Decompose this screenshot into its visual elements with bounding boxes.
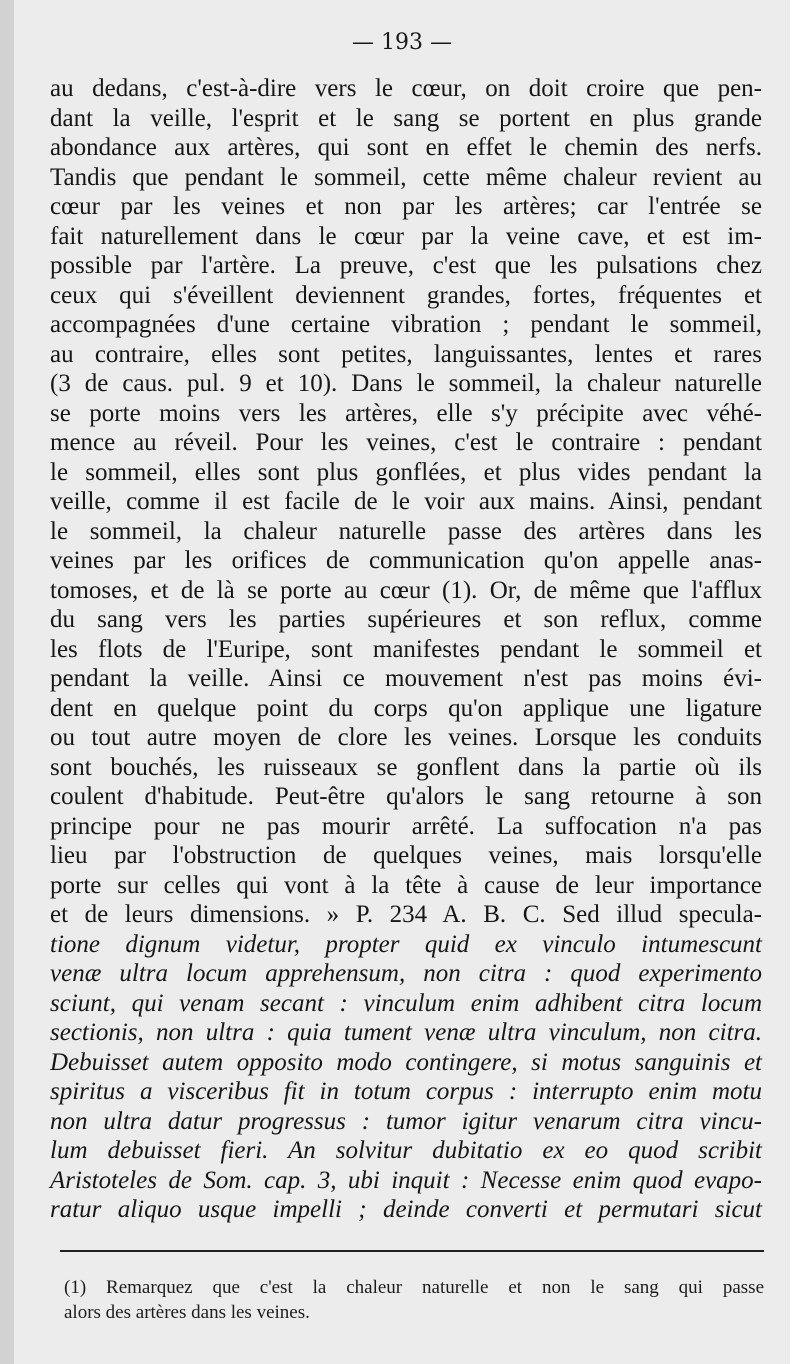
text-line: sont bouchés, les ruisseaux se gonflent dans la partie où ils [50,753,762,781]
text-line: dant la veille, l'esprit et le sang se portent en plus grande [50,104,762,132]
text-line: spiritus a visceribus fit in totum corpus : interrupto enim motu [50,1078,762,1105]
text-line: Tandis que pendant le sommeil, cette même chaleur revient au [50,163,762,191]
footnote-line: alors des artères dans les veines. [64,1302,310,1323]
text-line: ceux qui s'éveillent deviennent grandes, fortes, fréquentes et [50,281,762,309]
footnote-separator [60,1250,764,1252]
footnote [64,1275,764,1325]
text-line: abondance aux artères, qui sont en effet le chemin des nerfs. [50,134,762,161]
text-line: du sang vers les parties supérieures et son reflux, comme [50,606,762,633]
text-line: se porte moins vers les artères, elle s'y précipite avec véhé- [50,399,762,427]
text-line: fait naturellement dans le cœur par la veine cave, et est im- [50,222,762,250]
text-line: lieu par l'obstruction de quelques veines, mais lorsqu'elle [50,842,762,869]
text-line: sciunt, qui venam secant : vinculum enim adhibent citra locum [50,989,762,1017]
text-line: accompagnées d'une certaine vibration ; pendant le sommeil, [50,311,762,338]
text-line: le sommeil, la chaleur naturelle passe des artères dans les [50,517,762,545]
text-line: tomoses, et de là se porte au cœur (1). Or, de même que l'afflux [50,576,762,604]
text-line: possible par l'artère. La preuve, c'est que les pulsations chez [50,252,762,279]
text-line: veines par les orifices de communication qu'on appelle anas- [50,547,762,574]
text-line: principe pour ne pas mourir arrêté. La suffocation n'a pas [50,812,762,840]
text-line: venæ ultra locum apprehensum, non citra : quod experimento [50,960,762,987]
page-number: — 193 — [352,30,452,55]
text-line: non ultra datur progressus : tumor igitur venarum citra vincu- [50,1107,762,1135]
text-line: dent en quelque point du corps qu'on applique une ligature [50,694,762,722]
text-line: ou tout autre moyen de clore les veines. Lorsque les conduits [50,724,762,751]
text-line: sectionis, non ultra : quia tument venæ ultra vinculum, non citra. [50,1019,762,1046]
text-line: tione dignum videtur, propter quid ex vinculo intumescunt [50,930,762,958]
text-line: lum debuisset fieri. An solvitur dubitatio ex eo quod scribit [50,1137,762,1164]
footnote-line: (1) Remarquez que c'est la chaleur naturelle et non le sang qui passe [64,1277,764,1298]
text-line: au contraire, elles sont petites, languissantes, lentes et rares [50,340,762,368]
text-line: porte sur celles qui vont à la tête à cause de leur importance [50,871,762,899]
text-line: coulent d'habitude. Peut-être qu'alors le sang retourne à son [50,783,762,810]
text-line: mence au réveil. Pour les veines, c'est le contraire : pendant [50,429,762,456]
text-line: Aristoteles de Som. cap. 3, ubi inquit : Necesse enim quod evapo- [50,1166,762,1194]
text-line: au dedans, c'est-à-dire vers le cœur, on doit croire que pen- [50,75,762,102]
text-line: cœur par les veines et non par les artères; car l'entrée se [50,193,762,220]
text-line: le sommeil, elles sont plus gonflées, et plus vides pendant la [50,458,762,486]
text-line: pendant la veille. Ainsi ce mouvement n'est pas moins évi- [50,665,762,692]
text-line: Debuisset autem opposito modo contingere, si motus sanguinis et [50,1048,762,1076]
text-line: les flots de l'Euripe, sont manifestes pendant le sommeil et [50,635,762,663]
text-line: ratur aliquo usque impelli ; deinde converti et permutari sicut [50,1196,762,1223]
text-line: (3 de caus. pul. 9 et 10). Dans le sommeil, la chaleur naturelle [50,370,762,397]
text-line: veille, comme il est facile de le voir aux mains. Ainsi, pendant [50,488,762,515]
body-text [50,74,762,1225]
text-line: et de leurs dimensions. » P. 234 A. B. C. Sed illud specula- [50,901,762,928]
